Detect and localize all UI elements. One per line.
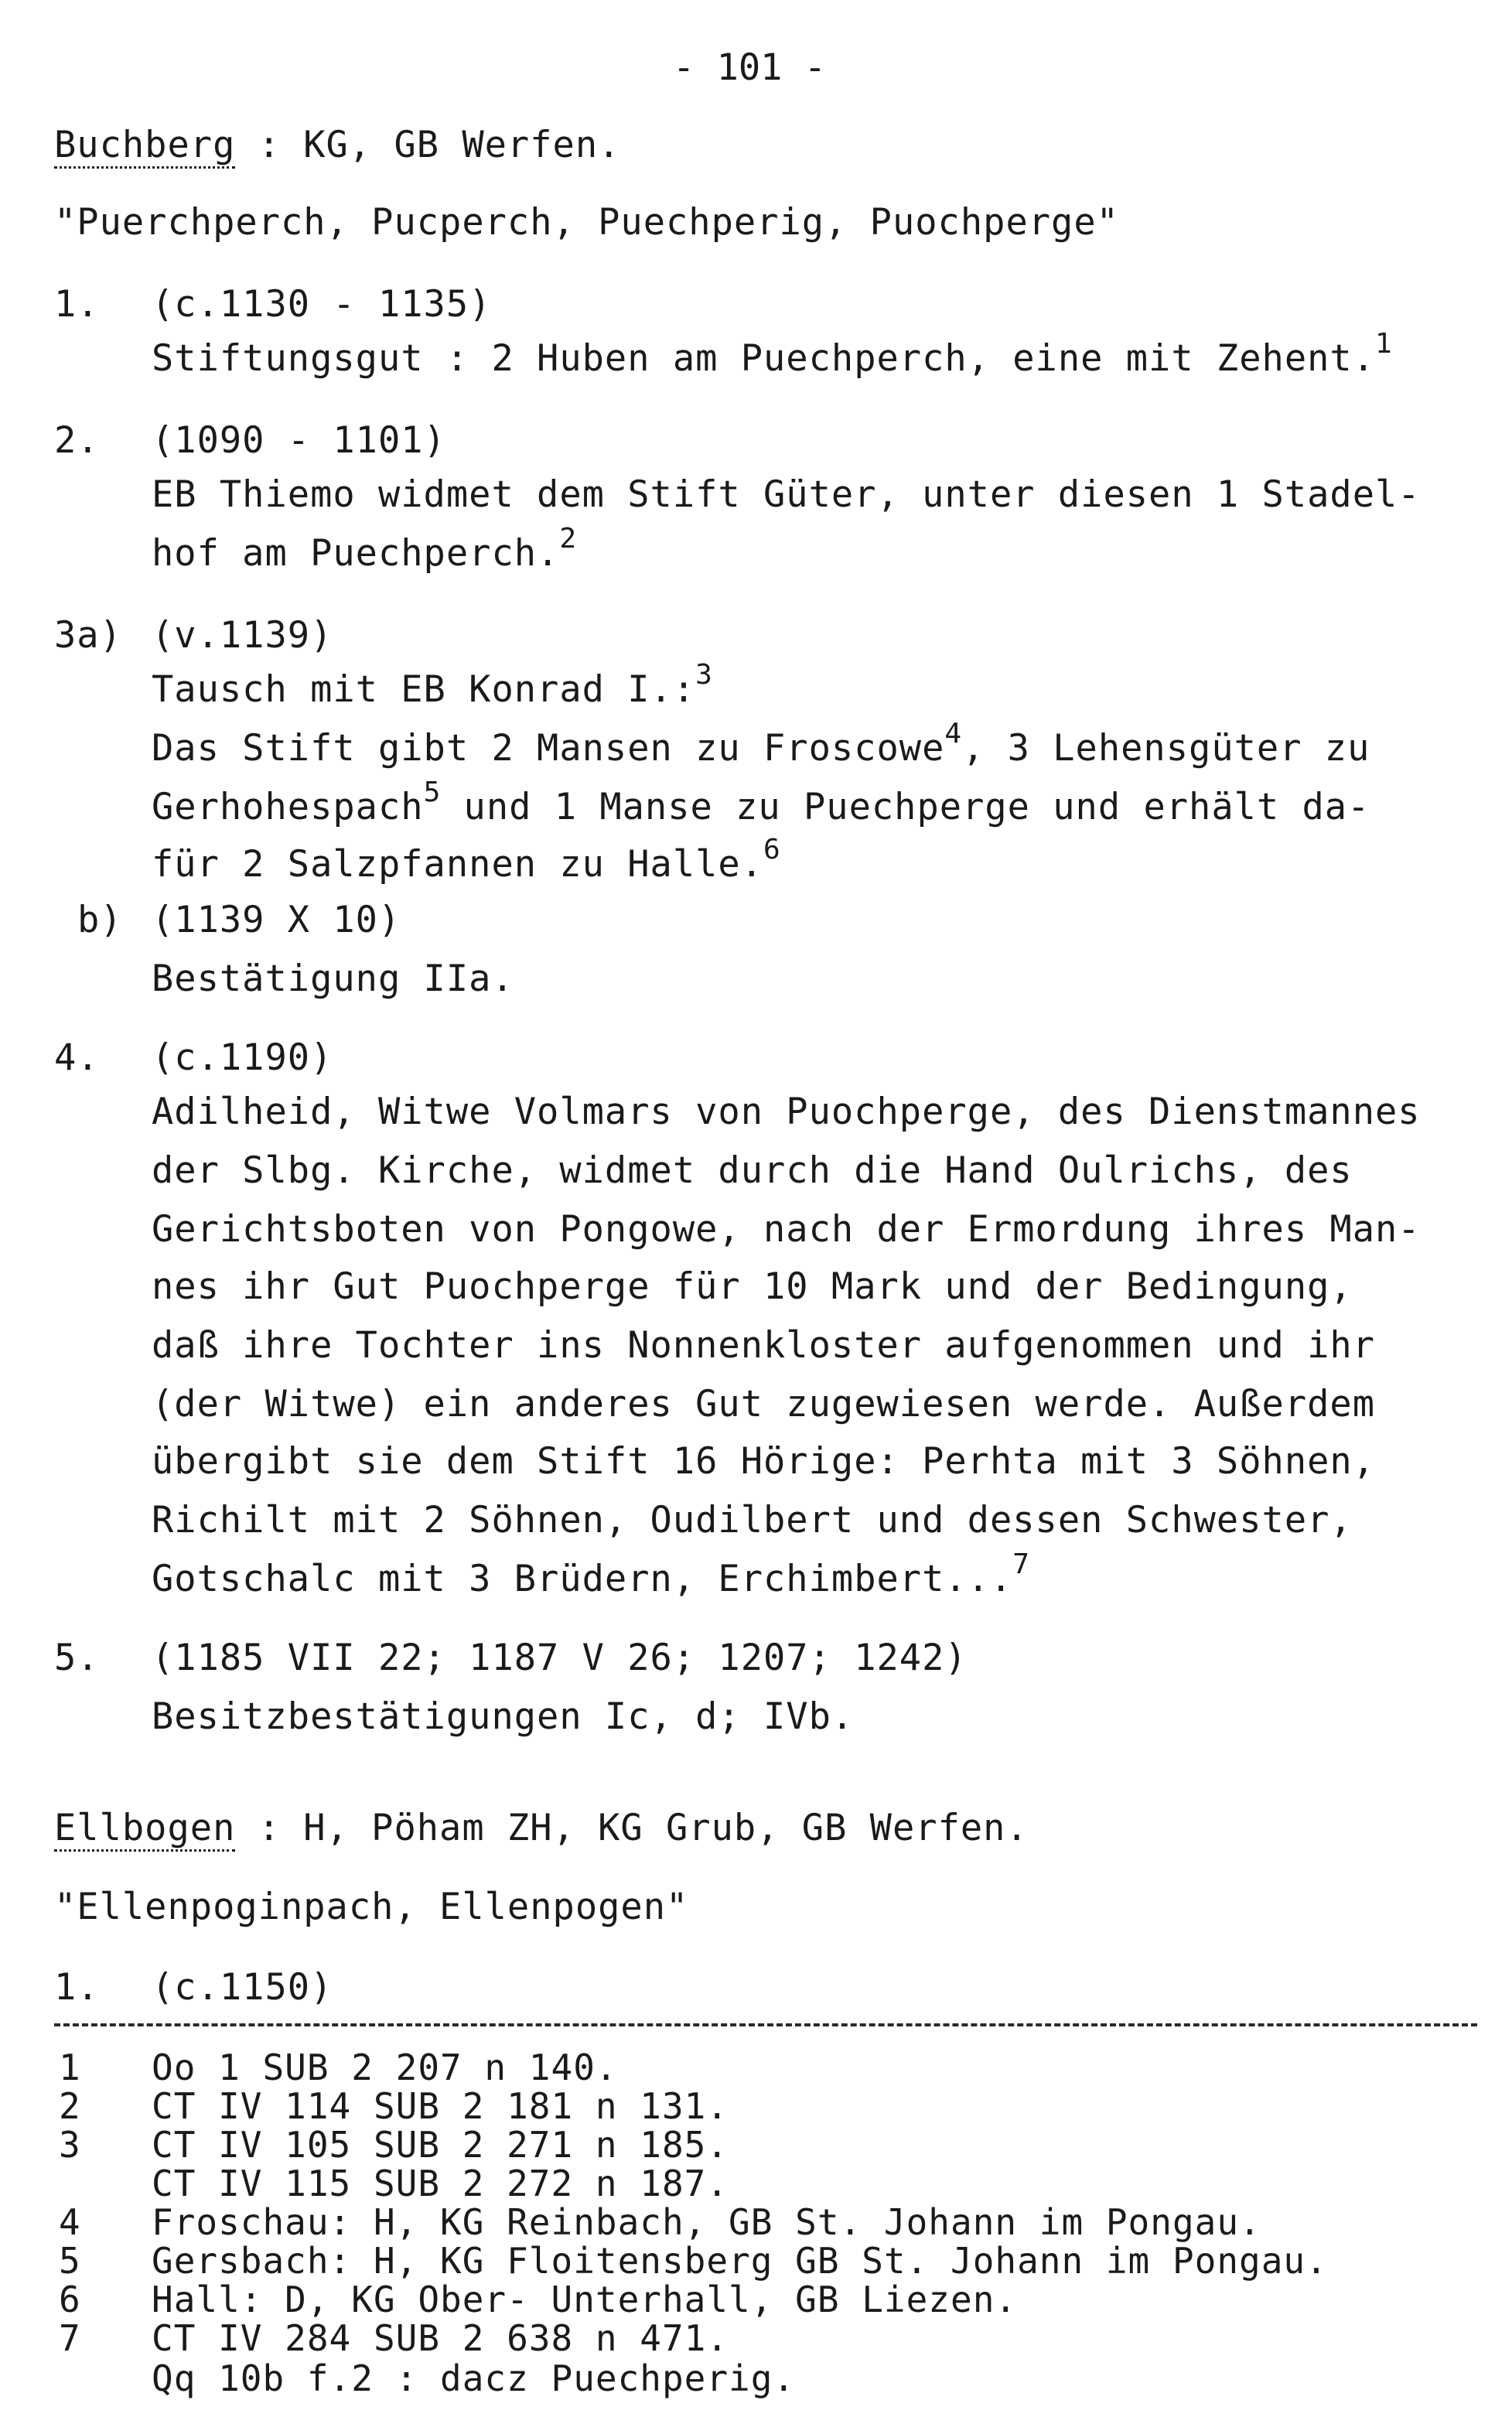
historical-forms: "Ellenpoginpach, Ellenpogen" xyxy=(54,1886,689,1928)
item-text: Gotschalc mit 3 Brüdern, Erchimbert...$^7$ xyxy=(152,1548,1030,1600)
footnote-ref: 5 xyxy=(423,777,442,809)
item-text: Stiftungsgut : 2 Huben am Puechperch, eine mit Zehent.$^1$ xyxy=(152,328,1393,380)
item-date: (1185 VII 22; 1187 V 26; 1207; 1242) xyxy=(152,1637,968,1679)
footnote-ref: 1 xyxy=(1375,328,1393,360)
footnote-number: 6 xyxy=(59,2279,81,2320)
item-text: Adilheid, Witwe Volmars von Puochperge, des Dienstmannes xyxy=(152,1091,1421,1133)
item-text: Gerhohespach$^5$ und 1 Manse zu Puechperge und erhält da- xyxy=(152,777,1370,828)
item-number: b) xyxy=(77,899,123,941)
entry-heading xyxy=(54,122,620,169)
footnote-text: Gersbach: H, KG Floitensberg GB St. Johann im Pongau. xyxy=(152,2240,1328,2282)
item-number: 3a) xyxy=(54,614,122,657)
footnote-ref: 6 xyxy=(763,834,781,866)
footnote-number: 4 xyxy=(59,2201,81,2243)
item-number: 1. xyxy=(54,283,100,326)
footnote-text: Hall: D, KG Ober- Unterhall, GB Liezen. xyxy=(152,2279,1018,2320)
footnote-ref: 4 xyxy=(944,718,963,750)
item-number: 1. xyxy=(54,1966,100,2009)
item-text: Bestätigung IIa. xyxy=(152,958,514,1000)
footnote-ref: 7 xyxy=(1012,1548,1030,1581)
item-number: 4. xyxy=(54,1036,100,1079)
footnote-ref: 3 xyxy=(695,659,713,691)
item-text: Richilt mit 2 Söhnen, Oudilbert und dessen Schwester, xyxy=(152,1499,1353,1541)
item-date: (c.1190) xyxy=(152,1036,333,1079)
entry-heading xyxy=(54,1805,1029,1852)
footnote-text: CT IV 115 SUB 2 272 n 187. xyxy=(152,2163,729,2204)
item-date: (c.1130 - 1135) xyxy=(152,283,492,326)
item-date: (1090 - 1101) xyxy=(152,419,446,462)
footnote-number: 7 xyxy=(59,2317,81,2359)
footnote-text: CT IV 284 SUB 2 638 n 471. xyxy=(152,2317,729,2359)
item-date: (1139 X 10) xyxy=(152,899,401,941)
item-text: Das Stift gibt 2 Mansen zu Froscowe$^4$, 3 Lehensgüter zu xyxy=(152,718,1370,770)
item-text: nes ihr Gut Puochperge für 10 Mark und der Bedingung, xyxy=(152,1265,1353,1308)
footnote-text: Qq 10b f.2 : dacz Puechperig. xyxy=(152,2357,796,2399)
footnote-number: 1 xyxy=(59,2047,81,2088)
item-text: (der Witwe) ein anderes Gut zugewiesen werde. Außerdem xyxy=(152,1383,1376,1425)
item-text: hof am Puechperch.$^2$ xyxy=(152,523,578,575)
item-date: (c.1150) xyxy=(152,1966,333,2009)
item-text: übergibt sie dem Stift 16 Hörige: Perhta mit 3 Söhnen, xyxy=(152,1440,1376,1483)
footnote-text: CT IV 114 SUB 2 181 n 131. xyxy=(152,2085,729,2127)
historical-forms: "Puerchperch, Pucperch, Puechperig, Puochperge" xyxy=(54,201,1119,244)
footnote-divider xyxy=(54,2023,1477,2026)
item-number: 5. xyxy=(54,1637,100,1679)
item-text: der Slbg. Kirche, widmet durch die Hand Oulrichs, des xyxy=(152,1149,1353,1192)
footnote-text: Oo 1 SUB 2 207 n 140. xyxy=(152,2047,618,2088)
place-name: Buchberg xyxy=(54,124,235,169)
item-number: 2. xyxy=(54,419,100,462)
item-text: Gerichtsboten von Pongowe, nach der Ermordung ihres Man- xyxy=(152,1208,1421,1251)
place-description: : KG, GB Werfen. xyxy=(235,124,621,166)
footnote-ref: 2 xyxy=(559,523,578,555)
place-description: : H, Pöham ZH, KG Grub, GB Werfen. xyxy=(235,1807,1029,1849)
item-text: Besitzbestätigungen Ic, d; IVb. xyxy=(152,1695,855,1738)
footnote-text: CT IV 105 SUB 2 271 n 185. xyxy=(152,2124,729,2166)
footnote-number: 5 xyxy=(59,2240,81,2282)
place-name: Ellbogen xyxy=(54,1807,235,1852)
page-number: - 101 - xyxy=(673,46,827,89)
footnote-text: Froschau: H, KG Reinbach, GB St. Johann im Pongau. xyxy=(152,2201,1261,2243)
footnote-number: 2 xyxy=(59,2085,81,2127)
item-date: (v.1139) xyxy=(152,614,333,657)
item-text: für 2 Salzpfannen zu Halle.$^6$ xyxy=(152,834,781,886)
footnote-number: 3 xyxy=(59,2124,81,2166)
item-text: Tausch mit EB Konrad I.:$^3$ xyxy=(152,659,713,711)
item-text: daß ihre Tochter ins Nonnenkloster aufgenommen und ihr xyxy=(152,1324,1376,1367)
item-text: EB Thiemo widmet dem Stift Güter, unter diesen 1 Stadel- xyxy=(152,473,1421,516)
